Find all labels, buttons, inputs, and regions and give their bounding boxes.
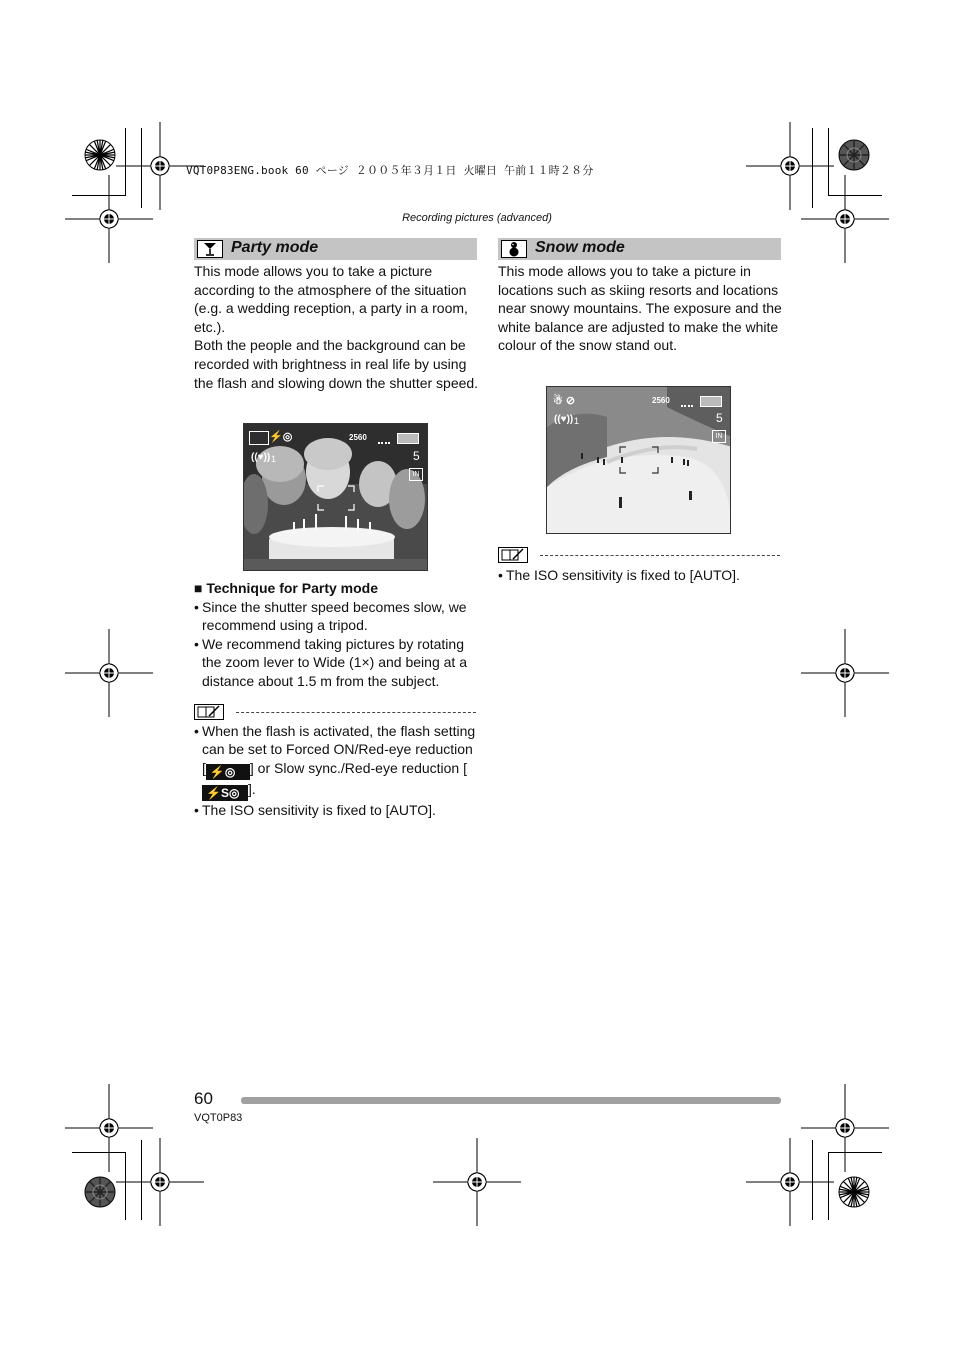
snow-note-iso: • The ISO sensitivity is fixed to [AUTO]. (498, 566, 784, 584)
party-para-1: This mode allows you to take a picture according to the atmosphere of the situation (e.g. a wedding reception, a party in a room, etc.). (194, 263, 468, 335)
party-mode-heading (194, 238, 477, 260)
technique-item: • We recommend taking pictures by rotating the zoom lever to Wide (1×) and being at a distance about 1.5 m from the subject. (194, 635, 480, 690)
party-mode-description (194, 262, 480, 392)
technique-heading: ■ Technique for Party mode (194, 580, 379, 596)
note-icon (194, 704, 224, 720)
remaining-pictures: 5 (413, 449, 420, 463)
snow-mode-title: Snow mode (535, 239, 625, 256)
snow-notes (498, 566, 784, 584)
model-code: VQT0P83 (194, 1112, 243, 1124)
party-note-iso: • The ISO sensitivity is fixed to [AUTO]. (194, 801, 480, 819)
footer-bar (241, 1097, 781, 1104)
technique-item: • Since the shutter speed becomes slow, we recommend using a tripod. (194, 598, 480, 635)
snow-picture-size: 2560 (652, 396, 670, 405)
flash-redeye-osd-icon: ⚡◎ (269, 431, 293, 443)
note-divider (540, 555, 780, 556)
print-header-line: VQT0P83ENG.book 60 ページ ２００５年３月１日 火曜日 午前１１時２８分 (186, 164, 594, 177)
note-text: When the flash is activated, the flash setting can be set to Forced ON/Red-eye reduction [ (202, 723, 476, 776)
stabilizer-mode-number: 1 (574, 416, 580, 426)
slow-sync-redeye-icon: ⚡S◎ (202, 785, 248, 801)
snow-mode-screen-image (546, 386, 731, 534)
note-icon (498, 547, 528, 563)
remaining-pictures: 5 (716, 411, 723, 425)
note-divider (236, 712, 476, 713)
built-in-memory-icon: IN (712, 430, 726, 443)
party-notes (194, 722, 480, 819)
snowman-icon (501, 240, 527, 258)
quality-osd-icon (378, 433, 390, 444)
snow-para: This mode allows you to take a picture in locations such as skiing resorts and locations near snowy mountains. The exposure and the white balance are adjusted to make the white colour of the snow stand out. (498, 263, 782, 354)
snow-mode-osd-icon: ☃ ⊘ (553, 395, 576, 407)
flash-redeye-icon: ⚡◎ (206, 764, 250, 780)
stabilizer-mode-number: 1 (271, 454, 277, 464)
party-glass-icon (197, 240, 223, 258)
party-picture-size: 2560 (349, 433, 367, 442)
battery-icon (397, 433, 419, 444)
built-in-memory-icon: IN (409, 468, 423, 481)
stabilizer-osd-icon: ((♥)) (554, 414, 574, 425)
party-note-flash (194, 722, 480, 801)
running-header: Recording pictures (advanced) (402, 212, 552, 224)
stabilizer-osd-icon: ((♥)) (251, 452, 271, 463)
quality-osd-icon (681, 396, 693, 407)
page-number: 60 (194, 1089, 213, 1108)
note-text: ]. (248, 780, 256, 797)
snow-mode-heading (498, 238, 781, 260)
party-mode-screen-image (243, 423, 428, 571)
note-text: ] or Slow sync./Red-eye reduction [ (249, 759, 467, 776)
battery-icon (700, 396, 722, 407)
party-para-2: Both the people and the background can be recorded with brightness in real life by using the flash and slowing down the shutter speed. (194, 337, 479, 391)
party-mode-title: Party mode (231, 239, 319, 256)
snow-mode-description (498, 262, 784, 355)
party-mode-osd-icon (249, 431, 269, 445)
technique-list (194, 598, 480, 690)
